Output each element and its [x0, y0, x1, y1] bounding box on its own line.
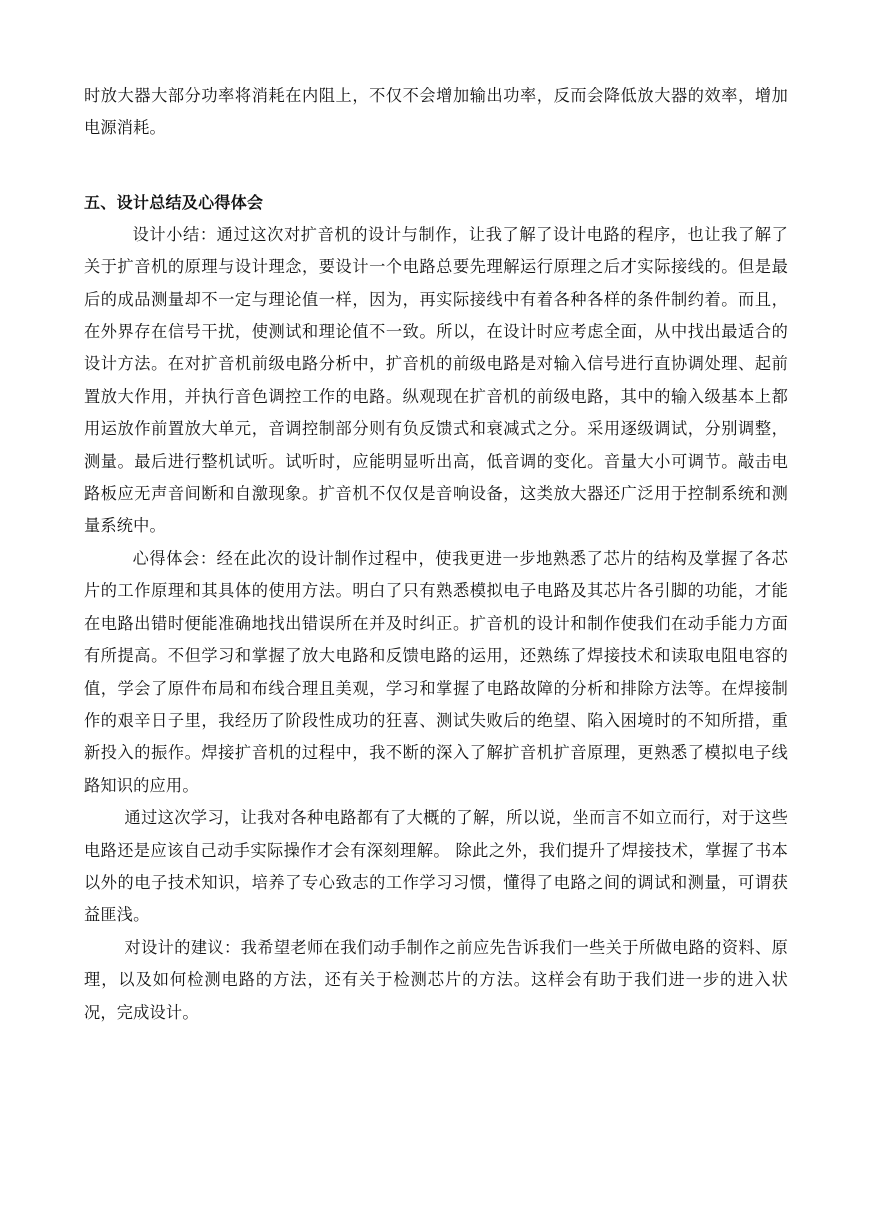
- page-content: [84, 80, 788, 1029]
- learning-paragraph: 通过这次学习，让我对各种电路都有了大概的了解，所以说，坐而言不如立而行，对于这些电路还是应该自己动手实际操作才会有深刻理解。 除此之外，我们提升了焊接技术，掌握了书本以外的电子技术知识，培养了专心致志的工作学习习惯，懂得了电路之间的调试和测量，可谓获益匪浅。: [84, 808, 788, 925]
- section-heading: 五、设计总结及心得体会: [84, 192, 264, 212]
- intro-paragraph: 时放大器大部分功率将消耗在内阻上，不仅不会增加输出功率，反而会降低放大器的效率，增加电源消耗。: [84, 86, 788, 138]
- design-summary-paragraph: 设计小结：通过这次对扩音机的设计与制作，让我了解了设计电路的程序，也让我了解了关于扩音机的原理与设计理念，要设计一个电路总要先理解运行原理之后才实际接线的。但是最后的成品测量却不一定与理论值一样，因为，再实际接线中有着各种各样的条件制约着。而且，在外界存在信号干扰，使测试和理论值不一致。所以，在设计时应考虑全面，从中找出最适合的设计方法。在对扩音机前级电路分析中，扩音机的前级电路是对输入信号进行直协调处理、起前置放大作用，并执行音色调控工作的电路。纵观现在扩音机的前级电路，其中的输入级基本上都用运放作前置放大单元，音调控制部分则有负反馈式和衰减式之分。采用逐级调试，分别调整，测量。最后进行整机试听。试听时，应能明显听出高，低音调的变化。音量大小可调节。敲击电路板应无声音间断和自激现象。扩音机不仅仅是音响设备，这类放大器还广泛用于控制系统和测量系统中。: [84, 224, 788, 536]
- experience-paragraph: 心得体会：经在此次的设计制作过程中，使我更进一步地熟悉了芯片的结构及掌握了各芯片的工作原理和其具体的使用方法。明白了只有熟悉模拟电子电路及其芯片各引脚的功能，才能在电路出错时便能准确地找出错误所在并及时纠正。扩音机的设计和制作使我们在动手能力方面有所提高。不但学习和掌握了放大电路和反馈电路的运用，还熟练了焊接技术和读取电阻电容的值，学会了原件布局和布线合理且美观，学习和掌握了电路故障的分析和排除方法等。在焊接制作的艰辛日子里，我经历了阶段性成功的狂喜、测试失败后的绝望、陷入困境时的不知所措，重新投入的振作。焊接扩音机的过程中，我不断的深入了解扩音机扩音原理，更熟悉了模拟电子线路知识的应用。: [84, 548, 788, 795]
- section-spacer: [84, 145, 788, 187]
- suggestion-paragraph: 对设计的建议：我希望老师在我们动手制作之前应先告诉我们一些关于所做电路的资料、原理，以及如何检测电路的方法，还有关于检测芯片的方法。这样会有助于我们进一步的进入状况，完成设计。: [84, 937, 788, 1022]
